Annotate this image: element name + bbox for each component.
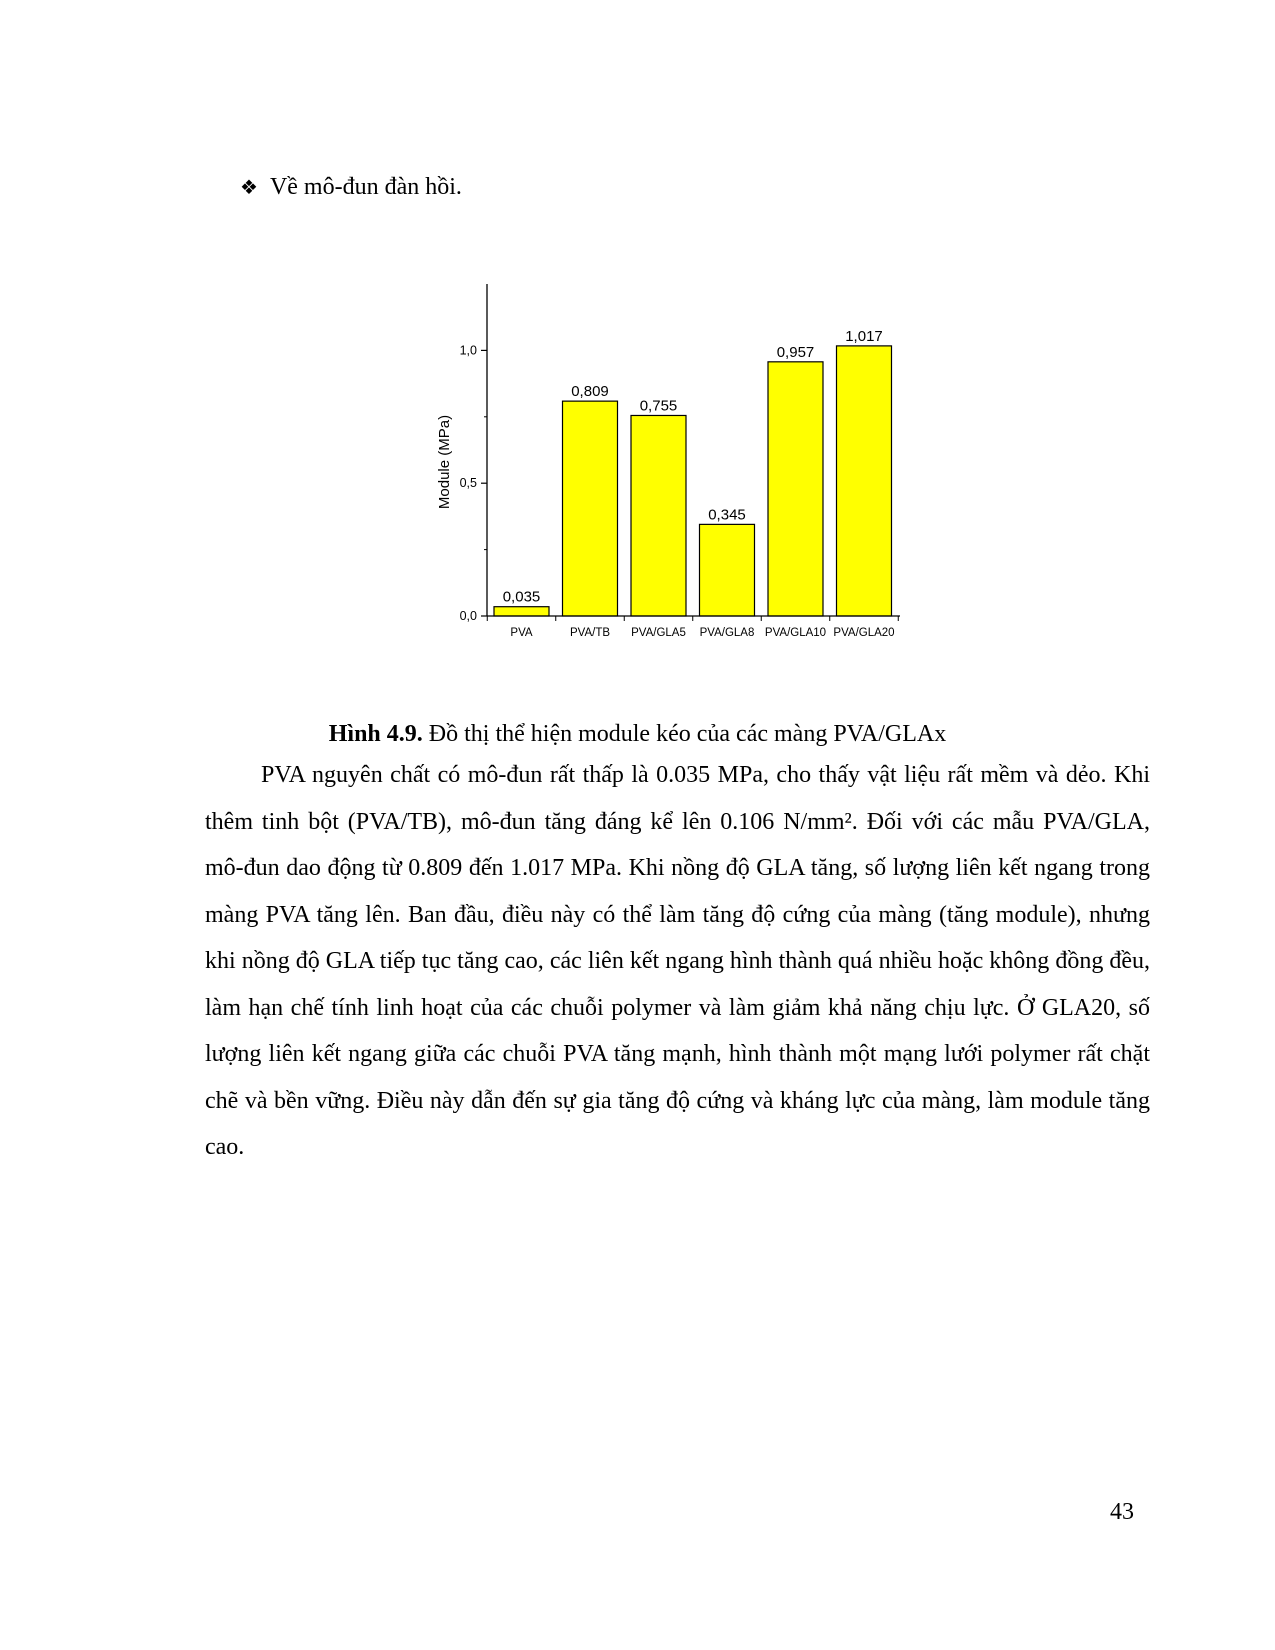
bar-pva-gla20 (837, 346, 892, 616)
data-label: 0,809 (571, 383, 609, 401)
page-number: 43 (1110, 1499, 1134, 1525)
data-label: 0,035 (502, 588, 541, 606)
figure-caption-label: Hình 4.9. (328, 721, 423, 747)
data-label: 1,017 (845, 327, 883, 345)
x-tick-label: PVA (510, 627, 533, 639)
figure-caption (0, 719, 1275, 749)
y-tick-label: 0,0 (459, 609, 477, 623)
module-bar-chart (420, 270, 920, 670)
data-label: 0,345 (708, 506, 746, 524)
section-heading (240, 172, 462, 203)
bar-pva (494, 607, 549, 616)
section-heading-text: Về mô-đun đàn hồi. (269, 174, 462, 200)
body-paragraph: PVA nguyên chất có mô-đun rất thấp là 0.035 MPa, cho thấy vật liệu rất mềm và dẻo. Khi thêm tinh bột (PVA/TB), mô-đun tăng đáng kể lên 0.106 N/mm². Đối với các mẫu PVA/GLA, mô-đun dao động từ 0.809 đến 1.017 MPa. Khi nồng độ GLA tăng, số lượng liên kết ngang trong màng PVA tăng lên. Ban đầu, điều này có thể làm tăng độ cứng của màng (tăng module), nhưng khi nồng độ GLA tiếp tục tăng cao, các liên kết ngang hình thành quá nhiều hoặc không đồng đều, làm hạn chế tính linh hoạt của các chuỗi polymer và làm giảm khả năng chịu lực. Ở GLA20, số lượng liên kết ngang giữa các chuỗi PVA tăng mạnh, hình thành một mạng lưới polymer rất chặt chẽ và bền vững. Điều này dẫn đến sự gia tăng độ cứng và kháng lực của màng, làm module tăng cao. (205, 762, 1150, 1160)
bar-pva-tb (563, 401, 618, 616)
x-tick-label: PVA/GLA20 (833, 627, 895, 639)
data-label: 0,957 (776, 343, 815, 361)
diamond-bullet-icon: ❖ (240, 177, 258, 199)
bar-pva-gla5 (631, 415, 686, 616)
y-tick-label: 0,5 (459, 476, 477, 491)
data-label: 0,755 (639, 397, 678, 415)
bar-pva-gla8 (700, 524, 755, 616)
figure-caption-text: Đồ thị thể hiện module kéo của các màng PVA/GLAx (422, 721, 947, 747)
x-tick-label: PVA/GLA5 (631, 627, 686, 639)
x-tick-label: PVA/GLA8 (699, 627, 755, 639)
x-tick-label: PVA/GLA10 (764, 627, 827, 639)
x-tick-label: PVA/TB (569, 627, 611, 639)
bar-pva-gla10 (768, 362, 823, 616)
y-axis-title: Module (MPa) (436, 414, 453, 510)
y-tick-label: 1,0 (459, 343, 477, 358)
